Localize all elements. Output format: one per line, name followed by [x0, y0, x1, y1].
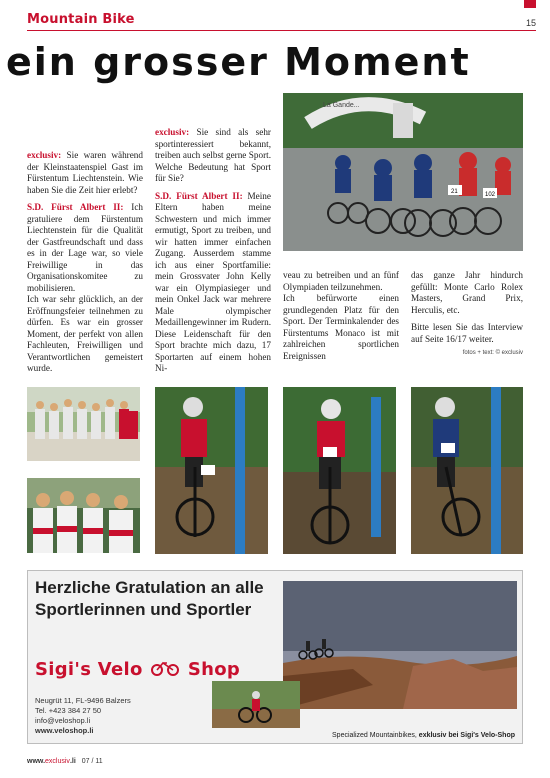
photo-credit: fotos + text: © exclusiv — [462, 350, 523, 356]
rider-inset-photo — [212, 681, 300, 728]
answer-speaker-2: S.D. Fürst Albert II: — [155, 190, 243, 201]
answer-1-text: Ich gratuliere dem Fürstentum Liechtenstein für die Qualität der Gastfreundschaft und dass es in der Lage war, so viele Freiwillige in das Organisationskomitee zu mobilisieren. — [27, 202, 143, 293]
race-start-photo — [283, 93, 523, 251]
footer-site-brand: exclusiv — [45, 758, 70, 765]
answer-1-text-continued: Ich war sehr glücklich, an der Eröffnungsfeier teilnehmen zu dürfen. Es war ein grosser Moment, der perfekt von allen Fachleuten, Freiwilligen und Verantwortlichen gemeistert wurde. — [27, 294, 143, 373]
website-link[interactable]: www.veloshop.li — [35, 726, 94, 735]
ad-caption-bold: exklusiv bei Sigi's Velo-Shop — [418, 732, 515, 739]
ad-caption-plain: Specialized Mountainbikes, — [332, 732, 419, 739]
article-column-4 — [411, 270, 523, 351]
shop-address — [35, 696, 131, 736]
answer-2-text: Meine Eltern haben meine Schwestern und mich immer ermutigt, Sport zu treiben, und wir hatten immer einfachen Zugang. Ausserdem stamme ich aus einer Sportfamilie: mein Grossvater John Kelly war ein Olympiasieger und mein Onkel Jack war mehrere Male olympischer Medaillengewinner im Rudern. Diese Leidenschaft für den Sport brachte mich dazu, 17 Sportarten auf einem hohen Ni- — [155, 190, 271, 373]
footer-site-suffix: .li — [69, 758, 76, 765]
velo-shop-logo — [35, 659, 240, 681]
hero-banner-text: La Gande... — [323, 102, 360, 109]
article-column-2 — [155, 127, 271, 381]
ad-title — [35, 577, 264, 621]
column-3-text-b: Ich befürworte einen grundlegenden Platz für den Sport. Der Terminkalender des Fürstentums Monaco ist mit zahlreichen sportlichen Ereignissen — [283, 293, 399, 361]
column-3-text: veau zu betreiben und an fünf Olympiaden teilzunehmen. — [283, 270, 399, 292]
column-4-text: das ganze Jahr hindurch gefüllt: Monte Carlo Rolex Masters, Grand Prix, Herculis, etc. — [411, 270, 523, 315]
medalists-photo — [27, 478, 140, 553]
question-2-text: Sie sind als sehr sportinteressiert bekannt, treiben auch selbst gerne Sport. Welche Bedeutung hat Sport für Sie? — [155, 127, 271, 183]
article-column-3 — [283, 270, 399, 368]
headline: ein grosser Moment — [6, 40, 471, 84]
rider-photo-1 — [155, 387, 268, 554]
email-link[interactable]: info@veloshop.li — [35, 716, 91, 725]
footer-site-prefix: www. — [27, 758, 46, 765]
section-tag: Mountain Bike — [27, 12, 135, 27]
rider-photo-3 — [411, 387, 523, 554]
desert-landscape-photo — [283, 581, 517, 709]
ad-title-line-2: Sportlerinnen und Sportler — [35, 600, 252, 619]
question-label-2: exclusiv: — [155, 127, 190, 137]
footer-issue: 07 / 11 — [81, 758, 103, 765]
question-1-text: Sie waren während der Kleinstaatenspiel Gast im Fürstentum Liechtenstein. Wie haben Sie die Zeit hier erlebt? — [27, 150, 143, 195]
logo-text-left: Sigi's Velo — [35, 659, 143, 680]
bib-number-2: 21 — [451, 189, 458, 195]
podium-photo — [27, 387, 140, 461]
ad-caption — [332, 732, 515, 739]
rider-photo-2 — [283, 387, 396, 554]
page-footer — [27, 758, 103, 765]
address-line: Neugrüt 11, FL-9496 Balzers — [35, 696, 131, 705]
header-rule — [27, 30, 536, 31]
logo-text-right: Shop — [187, 659, 241, 680]
corner-accent — [524, 0, 536, 8]
ad-title-line-1: Herzliche Gratulation an alle — [35, 578, 264, 597]
phone-line: Tel. +423 384 27 50 — [35, 706, 102, 715]
page-number: 15 — [525, 18, 536, 28]
bib-number-1: 102 — [485, 192, 496, 198]
answer-speaker-1: S.D. Fürst Albert II: — [27, 202, 124, 212]
column-4-read-more: Bitte lesen Sie das Interview auf Seite 16/17 weiter. — [411, 322, 523, 344]
question-label-1: exclusiv: — [27, 150, 62, 160]
article-column-1 — [27, 150, 143, 381]
bicycle-icon — [151, 660, 179, 681]
advertisement — [27, 570, 523, 744]
